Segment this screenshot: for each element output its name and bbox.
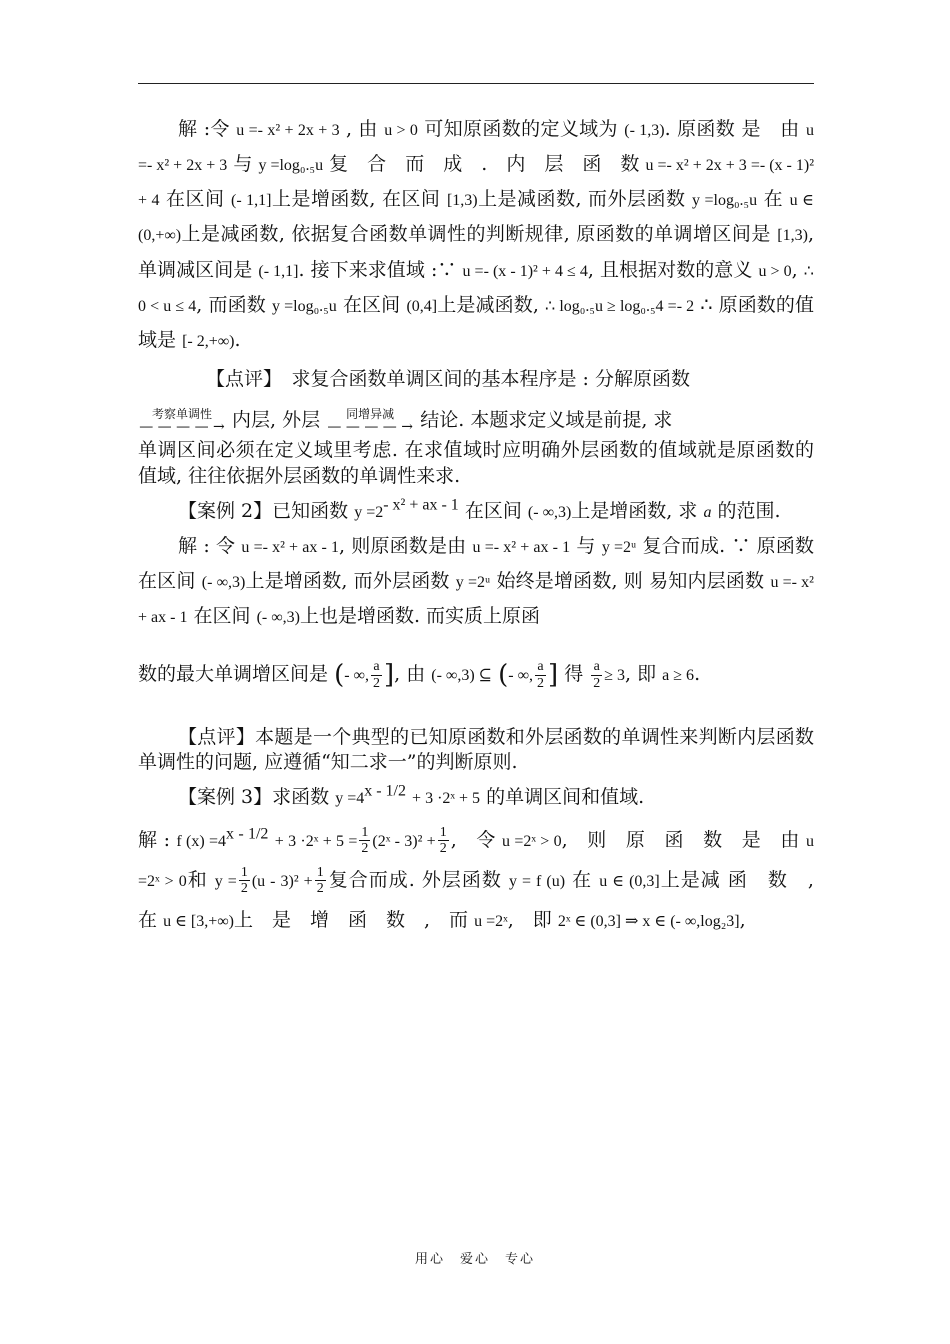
formula: (- ∞,3) ⊆ xyxy=(431,667,493,685)
formula: y =4 xyxy=(335,789,365,807)
denominator: 2 xyxy=(361,841,369,857)
formula: (- 1,1] xyxy=(258,262,299,280)
bracket-right: ] xyxy=(547,660,559,691)
fraction-one-half xyxy=(239,865,250,897)
formula: y =2ᵘ xyxy=(455,573,491,591)
text: ∴ 原函数的值域是 xyxy=(138,293,815,351)
formula: u =- x² + ax - 1 xyxy=(241,538,340,556)
text: 上也是增函数. 而实质上原函 xyxy=(299,604,541,627)
solution-2-paragraph xyxy=(138,529,814,634)
text: 上是增函数, 而外层函数 xyxy=(245,569,450,592)
text: 单调区间必须在定义域里考虑. 在求值域时应明确外层函数的值域就是原函数的值域, 往往依据外层函数的单调性来求. xyxy=(138,439,814,487)
text: , xyxy=(739,908,746,931)
denominator: 2 xyxy=(372,675,380,691)
text: 和 xyxy=(186,868,208,891)
formula: (- 1,3) xyxy=(624,122,665,139)
formula: a xyxy=(703,503,712,521)
text: 结论. 本题求定义域是前提, 求 xyxy=(420,409,673,432)
text: , 即 xyxy=(625,663,657,686)
text: 易知内层函数 xyxy=(649,569,765,592)
denominator: 2 xyxy=(316,881,324,897)
formula: u =- x² + 2x + 3 =- (x - 1)² + 4 xyxy=(138,157,814,210)
formula-exponent: - x² + ax - 1 xyxy=(383,496,459,514)
formula: ∴ 0 < u ≤ 4 xyxy=(138,262,814,315)
text: 在区间 xyxy=(193,604,251,627)
text: 与 xyxy=(233,153,253,176)
denominator: 2 xyxy=(439,841,447,857)
text: ∵ 原函数在区间 xyxy=(138,534,814,592)
formula: + 3 ·2ˣ + 5 = xyxy=(274,832,358,850)
text: , 而函数 xyxy=(196,293,266,316)
formula: ≥ 3 xyxy=(604,667,626,685)
formula: ∴ log₀.₅u ≥ log₀.₅4 =- 2 xyxy=(545,297,695,315)
text: 上 是 增 函 数 , 而 xyxy=(234,908,469,931)
text: 在区间 xyxy=(342,293,401,316)
text: 函 数 , 在 xyxy=(138,868,833,931)
arrow-label-2 xyxy=(326,408,414,434)
numerator: 1 xyxy=(439,825,447,841)
text: , 则原函数是由 xyxy=(339,534,467,557)
solution-3-paragraph xyxy=(138,821,833,941)
formula: y =log₀.₅u xyxy=(258,157,324,175)
numerator: 1 xyxy=(240,864,248,880)
text: 数, 而外层函数 xyxy=(556,188,686,211)
formula: u =- (x - 1)² + 4 ≤ 4 xyxy=(462,262,588,280)
formula: [1,3) xyxy=(446,192,478,210)
text: 内层, 外层 xyxy=(232,409,321,432)
formula: y =log₀.₅u xyxy=(692,192,758,210)
formula: y =2ᵘ xyxy=(601,538,637,556)
bracket-left: ( xyxy=(498,660,509,691)
formula: u =2ˣ > 0 xyxy=(502,832,562,850)
text: 得 xyxy=(564,663,584,686)
text: 复 合 而 成 . 内 层 函 数 xyxy=(329,153,640,176)
formula: (2ˣ - 3)² + xyxy=(372,832,436,850)
formula: a ≥ 6 xyxy=(662,667,695,685)
formula: f (x) =4 xyxy=(176,832,227,850)
text: , xyxy=(791,258,798,281)
formula: - ∞, xyxy=(508,667,533,685)
formula: u =- x² + ax - 1 xyxy=(138,573,814,626)
text: 值域 :∵ xyxy=(386,258,457,281)
formula: (- ∞,3) xyxy=(527,503,572,521)
text: 解 : xyxy=(138,828,171,851)
numerator: 1 xyxy=(316,864,324,880)
text: 的判断规律, 原函数的单调增区间是 xyxy=(466,223,771,246)
numerator: 1 xyxy=(361,825,369,841)
denominator: 2 xyxy=(536,675,544,691)
formula: u > 0 xyxy=(384,122,418,139)
text: 解 :令 xyxy=(178,118,230,140)
formula: (- ∞,3) xyxy=(256,608,300,626)
formula: u =2ˣ xyxy=(474,912,508,930)
formula: y = xyxy=(214,872,237,890)
formula: u =- x² + ax - 1 xyxy=(472,538,571,556)
text: 在区间 xyxy=(166,188,225,211)
solution-1-paragraph xyxy=(138,112,814,358)
text: . 原函数 xyxy=(664,118,736,140)
text: 的范围. xyxy=(717,499,781,522)
right-arrow-icon: — — — — → xyxy=(139,419,225,436)
text: 是 由 xyxy=(741,118,800,140)
text: , 由 xyxy=(346,118,378,140)
formula: (- 1,1] xyxy=(231,192,272,210)
text: 【点评】本题是一个典型的已知原函数和外层函数的单调性来判断内层函数单调性的问题, 应遵循“知二求一”的判断原则. xyxy=(138,725,814,774)
formula: y =2 xyxy=(354,503,384,521)
comment-2-paragraph xyxy=(138,725,814,776)
denominator: 2 xyxy=(593,675,601,691)
formula-exponent: x - 1/2 xyxy=(364,782,406,800)
text: . xyxy=(694,663,701,686)
bracket-left: ( xyxy=(334,660,345,691)
text: , 则 原 函 数 是 由 xyxy=(561,828,800,851)
text: 【点评】 求复合函数单调区间的基本程序是 : 分解原函数 xyxy=(206,367,690,390)
document-body xyxy=(138,112,833,941)
text: 与 xyxy=(576,534,596,557)
right-arrow-icon: — — — — → xyxy=(327,419,413,436)
text: 的单调区间和值域. xyxy=(486,785,645,808)
formula: u =- x² + 2x + 3 xyxy=(236,122,340,139)
text: , 且根据对数的意义 xyxy=(587,258,753,281)
fraction-a-over-2 xyxy=(535,659,546,691)
formula: u ∈ (0,3] xyxy=(599,872,660,890)
numerator: a xyxy=(371,659,382,675)
formula: (u - 3)² + xyxy=(251,872,313,890)
comment-1-heading-line xyxy=(138,362,814,397)
text: , 由 xyxy=(394,663,426,686)
solution-2-conclusion xyxy=(138,644,814,706)
fraction-a-over-2 xyxy=(591,659,602,691)
text: 复合而成. xyxy=(642,534,726,557)
text: 始终是增函数, 则 xyxy=(496,569,643,592)
fraction-one-half xyxy=(438,825,449,857)
formula: y =log₀.₅u xyxy=(272,297,337,315)
formula: [- 2,+∞) xyxy=(182,332,235,350)
text: 上是增函数, 在区间 xyxy=(271,188,441,211)
formula: u ∈ (0,+∞) xyxy=(138,192,814,245)
text: , 即 xyxy=(507,908,552,931)
comment-1-arrow-line xyxy=(138,403,814,438)
text: 解 : 令 xyxy=(178,534,236,557)
denominator: 2 xyxy=(240,881,248,897)
formula: u =- x² + 2x + 3 xyxy=(138,122,815,175)
formula: u > 0 xyxy=(758,262,792,280)
arrow-label: 同增异减 xyxy=(346,407,395,422)
text: 上是增函数, 求 xyxy=(571,499,698,522)
page-footer: 用心 爱心 专心 xyxy=(414,1252,535,1267)
bracket-right: ] xyxy=(383,660,395,691)
text: 【案例 2】已知函数 xyxy=(178,499,349,522)
arrow-label-1 xyxy=(138,408,226,434)
formula-exponent: x - 1/2 xyxy=(226,825,269,843)
formula: 2ˣ ∈ (0,3] ⇒ x ∈ (- ∞,log₂3] xyxy=(557,912,740,930)
text: 复合而成. 外层函数 xyxy=(327,868,502,891)
comment-1-body xyxy=(138,438,814,489)
arrow-label: 考察单调性 xyxy=(151,407,212,422)
numerator: a xyxy=(535,659,546,675)
formula: u =2ˣ > 0 xyxy=(138,832,815,890)
fraction-one-half xyxy=(359,825,370,857)
formula: (0,4] xyxy=(406,297,438,315)
formula: + 3 ·2ˣ + 5 xyxy=(412,789,481,807)
header-rule xyxy=(138,83,814,84)
formula: (- ∞,3) xyxy=(201,573,246,591)
fraction-one-half xyxy=(315,865,326,897)
formula: - ∞, xyxy=(344,667,369,685)
text: 在 xyxy=(763,188,784,211)
text: , 单调减区间是 xyxy=(138,223,814,281)
text: 上是减函 xyxy=(477,188,557,211)
fraction-a-over-2 xyxy=(371,659,382,691)
text: , 令 xyxy=(450,828,496,851)
formula: u ∈ [3,+∞) xyxy=(163,912,234,930)
text: . 接下来求 xyxy=(298,258,387,281)
text: 上是减 xyxy=(659,868,721,891)
numerator: a xyxy=(591,659,602,675)
case-2-statement xyxy=(138,494,814,529)
text: 在区间 xyxy=(464,499,522,522)
text: 【案例 3】求函数 xyxy=(178,785,330,808)
text: 数的最大单调增区间是 xyxy=(138,663,329,686)
text: 可知原函数的定义域为 xyxy=(424,118,618,140)
text: 上是减函数, xyxy=(437,293,539,316)
text: 上是减函数, 依据复合函数单调性 xyxy=(181,223,467,246)
formula: [1,3) xyxy=(777,227,808,245)
text: . xyxy=(234,328,241,351)
formula: y = f (u) xyxy=(509,872,566,890)
case-3-statement xyxy=(138,780,814,815)
text: 在 xyxy=(572,868,593,891)
